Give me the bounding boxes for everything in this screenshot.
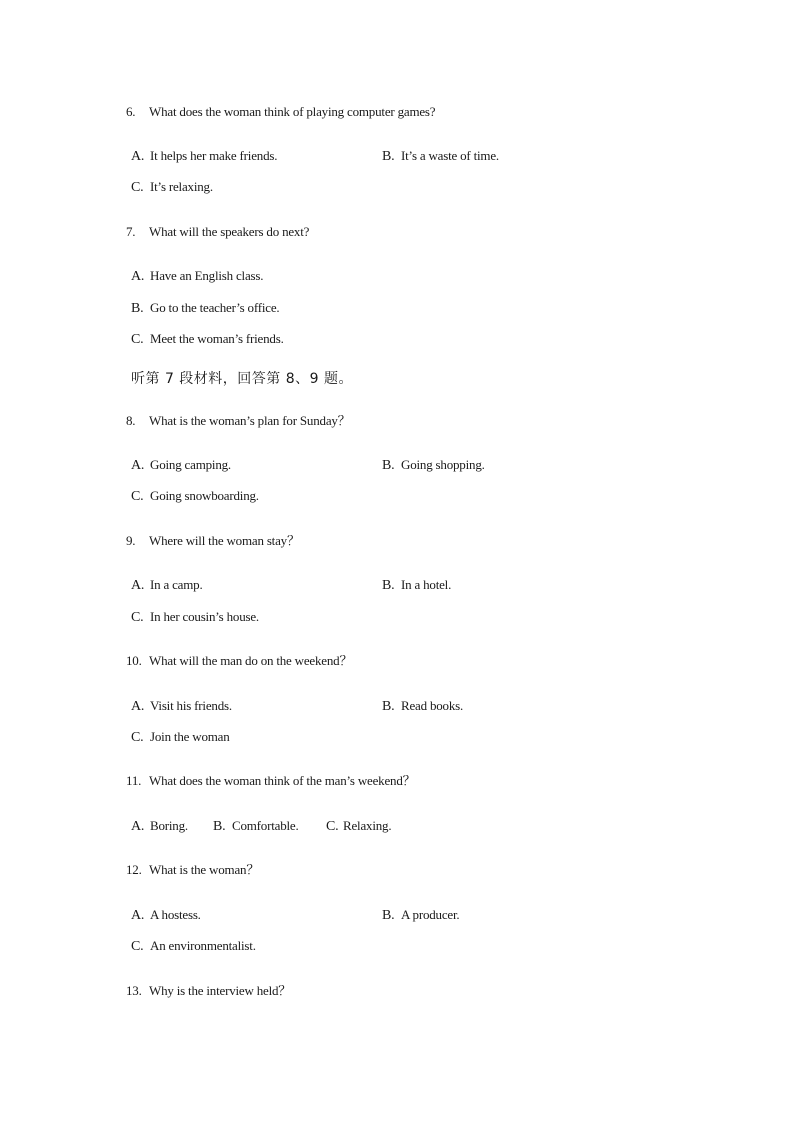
option-11a [131, 818, 188, 835]
question-text: Where will the woman stay？ [149, 533, 300, 548]
option-text: Visit his friends. [150, 698, 232, 713]
question-text: Why is the interview held？ [149, 983, 292, 998]
question-9 [126, 533, 300, 549]
option-7c [131, 331, 284, 348]
option-9a [131, 577, 203, 594]
option-text: In a hotel. [401, 577, 452, 592]
question-number: 6. [126, 104, 136, 119]
option-7a [131, 268, 263, 285]
question-number: 11. [126, 773, 142, 788]
option-text: Going shopping. [401, 457, 485, 472]
option-letter: B. [382, 908, 395, 923]
option-11b [213, 818, 299, 835]
option-10b [382, 698, 463, 715]
question-text: What is the woman’s plan for Sunday？ [149, 413, 351, 428]
option-letter: A. [131, 908, 145, 923]
section-heading: 听第 7 段材料，回答第 8、9 题。 [131, 371, 354, 387]
option-letter: C. [131, 489, 144, 504]
question-10 [126, 653, 352, 669]
question-12 [126, 862, 259, 878]
question-6 [126, 104, 435, 120]
option-6c [131, 179, 213, 196]
option-letter: C. [131, 180, 144, 195]
option-12a [131, 907, 201, 924]
option-text: Comfortable. [232, 818, 299, 833]
option-text: Have an English class. [150, 268, 264, 283]
option-12b [382, 907, 459, 924]
question-number: 10. [126, 653, 142, 668]
question-text: What does the woman think of playing computer games? [149, 104, 436, 119]
question-number: 13. [126, 983, 142, 998]
option-letter: C. [326, 819, 339, 834]
question-number: 9. [126, 533, 136, 548]
option-10c [131, 729, 230, 746]
option-text: Meet the woman’s friends. [150, 331, 284, 346]
question-number: 12. [126, 862, 142, 877]
option-text: It’s a waste of time. [401, 148, 499, 163]
option-letter: A. [131, 819, 145, 834]
question-number: 8. [126, 413, 136, 428]
option-letter: B. [382, 458, 395, 473]
question-text: What is the woman？ [149, 862, 260, 877]
option-letter: B. [213, 819, 226, 834]
option-text: Going snowboarding. [150, 488, 259, 503]
option-text: Join the woman [150, 729, 230, 744]
question-text: What will the speakers do next? [149, 224, 310, 239]
option-12c [131, 938, 256, 955]
question-8 [126, 413, 351, 429]
option-text: In her cousin’s house. [150, 609, 259, 624]
question-7 [126, 224, 309, 240]
option-letter: C. [131, 939, 144, 954]
option-text: An environmentalist. [150, 938, 256, 953]
option-text: Boring. [150, 818, 188, 833]
option-text: It’s relaxing. [150, 179, 213, 194]
option-6b [382, 148, 499, 165]
option-letter: C. [131, 610, 144, 625]
option-text: A producer. [401, 907, 460, 922]
option-text: It helps her make friends. [150, 148, 278, 163]
option-text: Read books. [401, 698, 464, 713]
question-13 [126, 983, 291, 999]
option-10a [131, 698, 232, 715]
option-letter: B. [382, 699, 395, 714]
option-text: Go to the teacher’s office. [150, 300, 280, 315]
option-9b [382, 577, 451, 594]
option-6a [131, 148, 277, 165]
option-letter: B. [382, 149, 395, 164]
option-letter: A. [131, 578, 145, 593]
option-letter: B. [382, 578, 395, 593]
question-11 [126, 773, 415, 789]
option-letter: A. [131, 269, 145, 284]
option-letter: A. [131, 149, 145, 164]
option-letter: B. [131, 301, 144, 316]
option-text: Going camping. [150, 457, 231, 472]
option-letter: C. [131, 332, 144, 347]
option-letter: A. [131, 699, 145, 714]
option-letter: A. [131, 458, 145, 473]
option-7b [131, 300, 279, 317]
option-8c [131, 488, 259, 505]
option-text: A hostess. [150, 907, 201, 922]
option-8a [131, 457, 231, 474]
option-letter: C. [131, 730, 144, 745]
option-text: Relaxing. [343, 818, 392, 833]
option-11c [326, 818, 391, 835]
option-text: In a camp. [150, 577, 203, 592]
option-9c [131, 609, 259, 626]
option-8b [382, 457, 485, 474]
question-number: 7. [126, 224, 136, 239]
question-text: What will the man do on the weekend？ [149, 653, 353, 668]
question-text: What does the woman think of the man’s weekend？ [149, 773, 416, 788]
